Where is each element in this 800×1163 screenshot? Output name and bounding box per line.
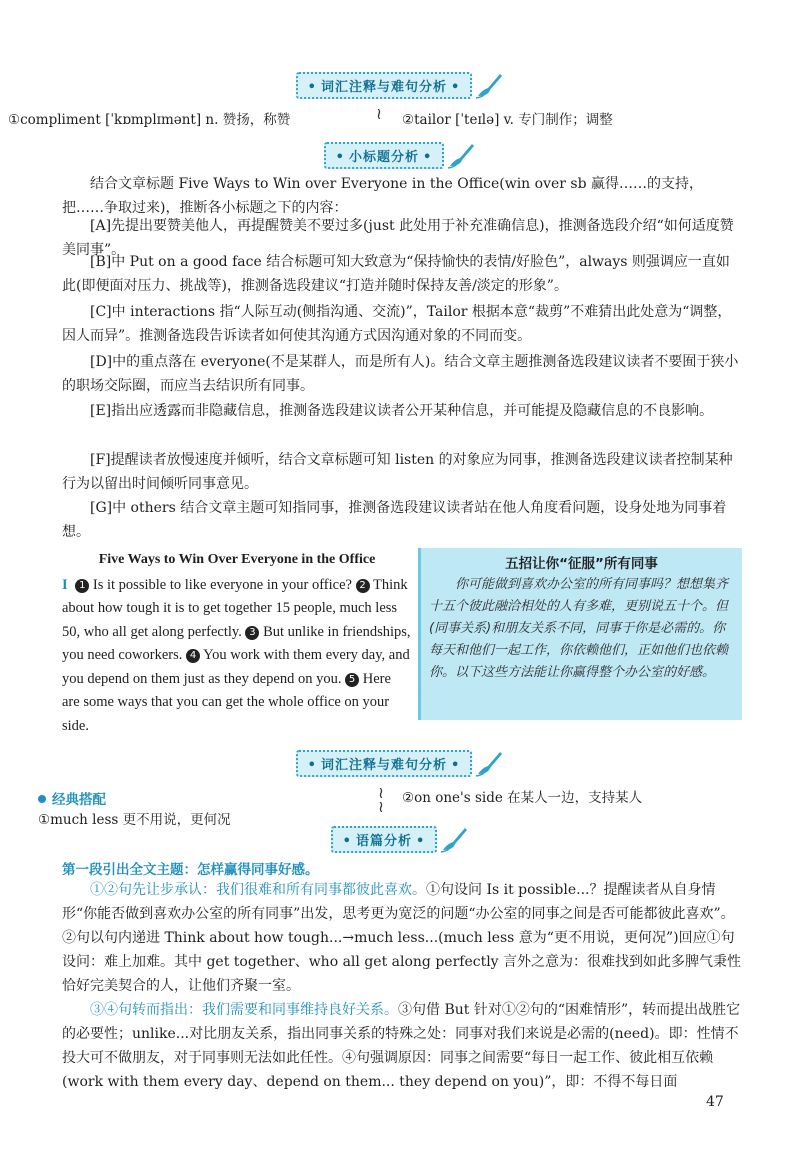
vocab-banner-2 [270,750,530,776]
analysis-lead-2: ③④句转而指出：我们需要和同事维持良好关系。 [90,1002,398,1018]
banner-label: • 小标题分析 • [324,142,445,169]
analysis-lead-1: ①②句先让步承认：我们很难和所有同事都彼此喜欢。 [90,882,426,898]
subtitle-paragraph: [A]先提出要赞美他人，再提醒赞美不要过多(just 此处用于补充准确信息)，推测备选段介绍“如何适度赞美同事”。 [62,218,734,258]
collocation-heading [38,788,106,808]
passage-english [62,548,412,738]
translation-text: 你可能做到喜欢办公室的所有同事吗？想想集齐十五个彼此融洽相处的人有多难，更别说五十个。但(同事关系)和朋友关系不同，同事于你是必需的。你每天和他们一起工作，你依赖他们，正如他们也依赖你。以下这些方法能让你赢得整个办公室的好感。 [429,577,729,680]
brush-icon [474,70,504,100]
subtitle-paragraph: [E]指出应透露而非隐藏信息，推测备选段建议读者公开某种信息，并可能提及隐藏信息的不良影响。 [90,403,714,419]
brush-icon [446,140,476,170]
analysis-body-2: ③句借 But 针对①②句的“困难情形”，转而提出战胜它的必要性；unlike...对比朋友关系，指出同事关系的特殊之处：同事对我们来说是必需的(need)。即：性情不投大可不做朋友，对于同事则无法如此任性。④句强调原因：同事之间需要“每日一起工作、彼此相互依赖(work with them every day、depend on them... they depend on you)”，即：不得不每日面 [62,1002,741,1090]
analysis-heading: 第一段引出全文主题：怎样赢得同事好感。 [62,862,319,878]
vocab-entry-on-ones-side: ②on one's side 在某人一边，支持某人 [402,790,643,806]
collocation-heading-label: 经典搭配 [52,792,106,808]
divider-squiggle: ≀ [376,104,382,123]
subtitle-paragraph: [B]中 Put on a good face 结合标题可知大致意为“保持愉快的表情/好脸色”，always 则强调应一直如此(即便面对压力、挑战等)，推测备选段建议“打造并随时保持友善/淡定的形象”。 [62,254,730,294]
bullet-icon [38,795,46,803]
banner-label: • 词汇注释与难句分析 • [296,750,473,777]
vocab-entry-much-less: ①much less 更不用说，更何况 [38,812,231,828]
banner-label: • 语篇分析 • [331,826,438,853]
subtitle-paragraph: [C]中 interactions 指“人际互动(侧指沟通、交流)”，Tailor 根据本意“裁剪”不难猜出此处意为“调整，因人而异”。推测备选段告诉读者如何使其沟通方式因沟通对象的不同而变。 [62,304,732,344]
sentence-number: 2 [356,579,370,593]
sentence-4: You work with them every day, and you depend on them just as they depend on you. [62,647,410,687]
banner-label: • 词汇注释与难句分析 • [296,72,473,99]
passage-title: Five Ways to Win Over Everyone in the Office [98,552,376,567]
subtitle-analysis-banner [300,142,500,168]
passage-analysis-banner [310,826,490,852]
sentence-number: 4 [186,649,200,663]
translation-box [418,548,742,720]
vocab-entry-tailor: ②tailor [ˈteɪlə] v. 专门制作；调整 [402,112,613,128]
subtitle-paragraph: [F]提醒读者放慢速度并倾听，结合文章标题可知 listen 的对象应为同事，推测备选段建议读者控制某种行为以留出时间倾听同事意见。 [62,452,733,492]
translation-title: 五招让你“征服”所有同事 [505,556,658,572]
paragraph-marker: I [62,576,68,593]
subtitle-paragraph: [D]中的重点落在 everyone(不是某群人，而是所有人)。结合文章主题推测备选段建议读者不要囿于狭小的职场交际圈，而应当去结识所有同事。 [62,354,739,394]
sentence-number: 1 [75,579,89,593]
vocab-banner-1 [270,72,530,98]
subtitle-paragraph: 结合文章标题 Five Ways to Win over Everyone in the Office(win over sb 赢得……的支持，把……争取过来)，推断各小标题之下的内容： [62,176,704,216]
page-number: 47 [706,1094,724,1110]
divider-squiggle: ≀ ≀ [378,783,384,816]
brush-icon [439,824,469,854]
brush-icon [474,748,504,778]
sentence-number: 3 [245,626,259,640]
subtitle-paragraph-g: [G]中 others 结合文章主题可知指同事，推测备选段建议读者站在他人角度看问题，设身处地为同事着想。 [62,500,727,540]
sentence-3: But unlike in friendships, you need coworkers. [62,623,411,663]
sentence-1: Is it possible to like everyone in your office? [92,576,352,593]
analysis-paragraph-1 [62,878,742,998]
sentence-number: 5 [345,673,359,687]
sentence-5: Here are some ways that you can get the whole office on your side. [62,670,391,734]
analysis-paragraph-2 [62,998,742,1094]
analysis-body-1: ①句设问 Is it possible...？提醒读者从自身情形“你能否做到喜欢办公室的所有同事”出发，思考更为宽泛的问题“办公室的同事之间是否可能都彼此喜欢”。②句以句内递进 Think about how tough...→much less...(much less 意为“更不用说，更何况”)回应①句设问：难上加难。其中 get together、who all get along perfectly 言外之意为：很难找到如此多脾气秉性恰好完美契合的人，让他们齐聚一室。 [62,882,742,994]
vocab-entry-compliment: ①compliment [ˈkɒmplɪmənt] n. 赞扬，称赞 [8,112,291,128]
sentence-2: Think about how tough it is to get together 15 people, much less 50, who all get along perfectly. [62,576,408,640]
